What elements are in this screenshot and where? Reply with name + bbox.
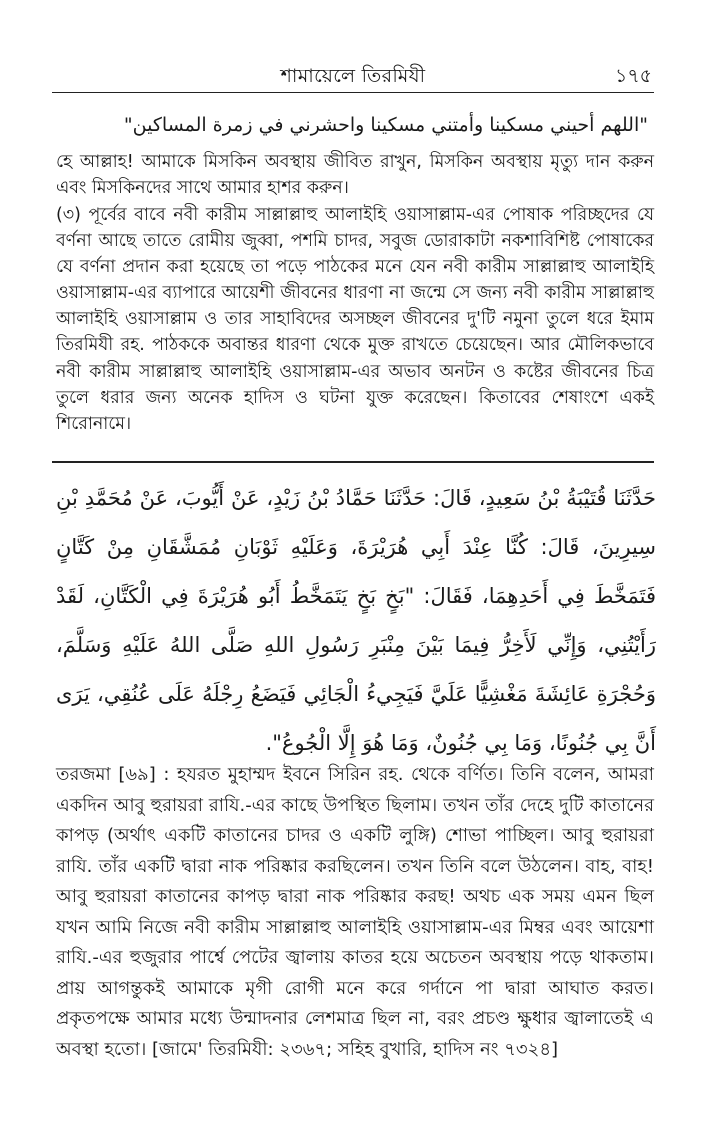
section-divider bbox=[52, 461, 654, 463]
translation-text: হযরত মুহাম্মদ ইবনে সিরিন রহ. থেকে বর্ণিত। তিনি বলেন, আমরা একদিন আবু হুরায়রা রাযি.-এর কাছে উপস্থিত ছিলাম। তখন তাঁর দেহে দুটি কাতানের কাপড় (অর্থাৎ একটি কাতানের চাদর ও একটি লুঙ্গি) শোভা পাচ্ছিল। আবু হুরায়রা রাযি. তাঁর একটি দ্বারা নাক পরিষ্কার করছিলেন। তখন তিনি বলে উঠলেন। বাহ, বাহ! আবু হুরায়রা কাতানের কাপড় দ্বারা নাক পরিষ্কার করছ! অথচ এক সময় এমন ছিল যখন আমি নিজে নবী কারীম সাল্লাল্লাহু আলাইহি ওয়াসাল্লাম-এর মিম্বর এবং আয়েশা রাযি.-এর হুজুরার পার্শ্বে পেটের জ্বালায় কাতর হয়ে অচেতন অবস্থায় পড়ে থাকতাম। প্রায় আগন্তুকই আমাকে মৃগী রোগী মনে করে গর্দানে পা দ্বারা আঘাত করত। প্রকৃতপক্ষে আমার মধ্যে উন্মাদনার লেশমাত্র ছিল না, বরং প্রচণ্ড ক্ষুধার জ্বালাতেই এ অবস্থা হতো। [জামে' তিরমিযী: ২৩৬৭; সহিহ বুখারি, হাদিস নং ৭৩২৪] bbox=[56, 764, 654, 1060]
hadith-translation bbox=[56, 760, 654, 1065]
footnote-paragraph: (৩) পূর্বের বাবে নবী কারীম সাল্লাল্লাহু আলাইহি ওয়াসাল্লাম-এর পোষাক পরিচ্ছদের যে বর্ণনা আছে তাতে রোমীয় জুব্বা, পশমি চাদর, সবুজ ডোরাকাটা নকশাবিশিষ্ট পোষাকের যে বর্ণনা প্রদান করা হয়েছে তা পড়ে পাঠকের মনে যেন নবী কারীম সাল্লাল্লাহু আলাইহি ওয়াসাল্লাম-এর ব্যাপারে আয়েশী জীবনের ধারণা না জন্মে সে জন্য নবী কারীম সাল্লাল্লাহু আলাইহি ওয়াসাল্লাম ও তার সাহাবিদের অসচ্ছল জীবনের দু'টি নমুনা তুলে ধরে ইমাম তিরমিযী রহ. পাঠককে অবান্তর ধারণা থেকে মুক্ত রাখতে চেয়েছেন। আর মৌলিকভাবে নবী কারীম সাল্লাল্লাহু আলাইহি ওয়াসাল্লাম-এর অভাব অনটন ও কষ্টের জীবনের চিত্র তুলে ধরার জন্য অনেক হাদিস ও ঘটনা যুক্ত করেছেন। কিতাবের শেষাংশে একই শিরোনামে। bbox=[56, 205, 654, 434]
page-number: ১৭৫ bbox=[614, 65, 652, 87]
running-title: শামায়েলে তিরমিযী bbox=[280, 65, 426, 87]
page-header bbox=[52, 56, 654, 93]
dua-translation: হে আল্লাহ! আমাকে মিসকিন অবস্থায় জীবিত রাখুন, মিসকিন অবস্থায় মৃত্যু দান করুন এবং মিসকিনদের সাথে আমার হাশর করুন। bbox=[56, 152, 654, 199]
translation-label: তরজমা [৬৯] : bbox=[56, 764, 170, 785]
hadith-arabic-text: حَدَّثَنَا قُتَيْبَةُ بْنُ سَعِيدٍ، قَالَ: حَدَّثَنَا حَمَّادُ بْنُ زَيْدٍ، عَنْ أَيُّوبَ، عَنْ مُحَمَّدِ بْنِ سِيرِينَ، قَالَ: كُنَّا عِنْدَ أَبِي هُرَيْرَةَ، وَعَلَيْهِ ثَوْبَانِ مُمَشَّقَانِ مِنْ كَتَّانٍ فَتَمَخَّطَ فِي أَحَدِهِمَا، فَقَالَ: "بَخٍ بَخٍ يَتَمَخَّطُ أَبُو هُرَيْرَةَ فِي الْكَتَّانِ، لَقَدْ رَأَيْتُنِي، وَإِنِّي لَأَخِرُّ فِيمَا بَيْنَ مِنْبَرِ رَسُولِ اللهِ صَلَّى اللهُ عَلَيْهِ وَسَلَّمَ، وَحُجْرَةِ عَائِشَةَ مَغْشِيًّا عَلَيَّ فَيَجِيءُ الْجَائِي فَيَضَعُ رِجْلَهُ عَلَى عُنُقِي، يَرَى أَنَّ بِي جُنُونًا، وَمَا بِي جُنُونٌ، وَمَا هُوَ إِلَّا الْجُوعُ". bbox=[56, 486, 656, 755]
dua-arabic-text: "اللهم أحيني مسكينا وأمتني مسكينا واحشرني في زمرة المساكين" bbox=[123, 114, 648, 136]
